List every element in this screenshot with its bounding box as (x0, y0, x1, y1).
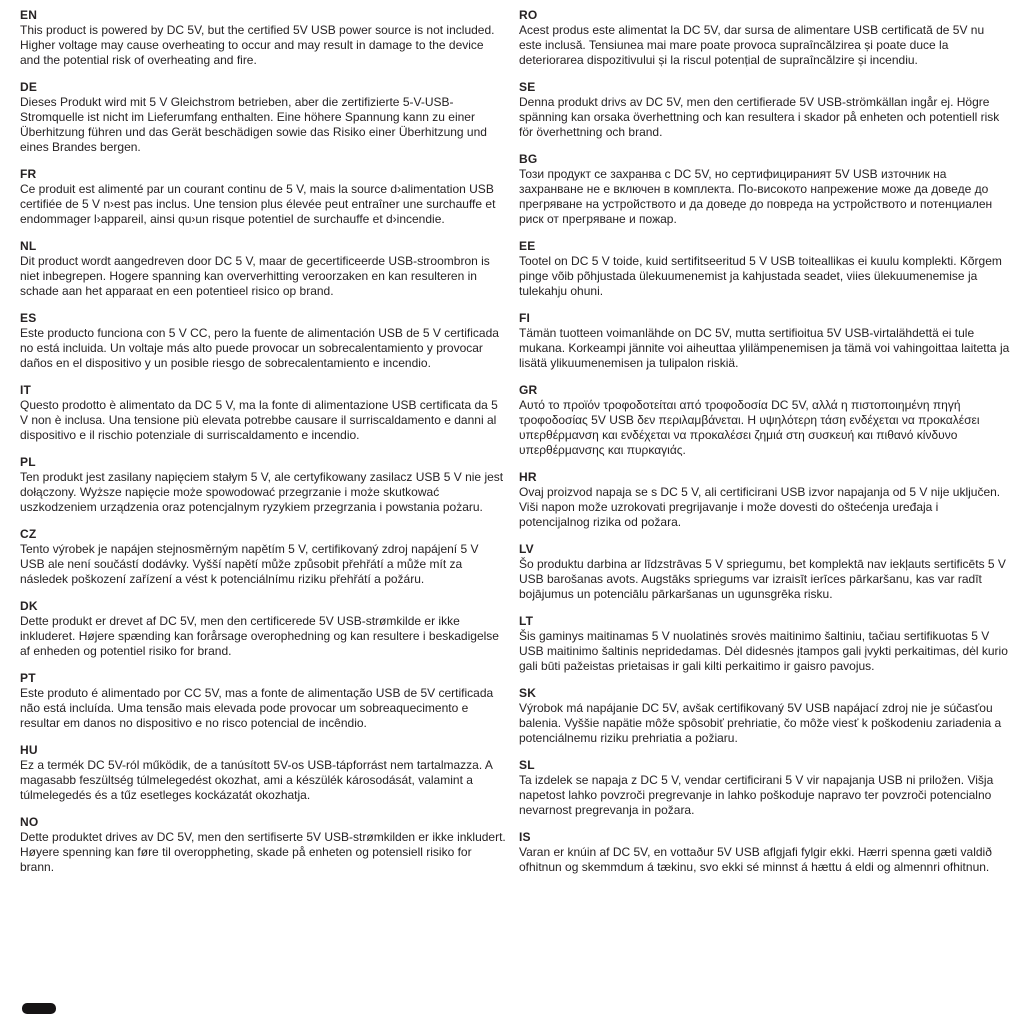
language-section-ee (519, 239, 1010, 299)
language-section-dk (20, 599, 506, 659)
language-code-se: SE (519, 80, 536, 94)
language-section-no (20, 815, 506, 875)
language-text-es: Este producto funciona con 5 V CC, pero la fuente de alimentación USB de 5 V certificada no está incluida. Un voltaje más alto puede provocar un sobrecalentamiento y provocar daños en el dispositivo y un posible riesgo de sobrecalentamiento e incendio. (20, 326, 499, 370)
language-section-is (519, 830, 1010, 875)
language-code-fr: FR (20, 167, 37, 181)
language-code-fi: FI (519, 311, 531, 325)
language-section-pt (20, 671, 506, 731)
language-text-sl: Ta izdelek se napaja z DC 5 V, vendar certificirani 5 V vir napajanja USB ni priložen. Višja napetost lahko povzroči pregrevanje in lahko poškoduje napravo ter povzroči potencialno nevarnost pregrevanja in požara. (519, 773, 994, 817)
cutoff-print-artifact (22, 1003, 56, 1014)
language-code-ro: RO (519, 8, 538, 22)
language-text-lt: Šis gaminys maitinamas 5 V nuolatinės srovės maitinimo šaltiniu, tačiau sertifikuotas 5 V USB maitinimo šaltinis nepridedamas. Dėl didesnės įtampos gali įvykti perkaitimas, dėl kurio gali būti pažeistas prietaisas ir gali kilti perkaitimo ir gaisro pavojus. (519, 629, 1008, 673)
language-text-ee: Tootel on DC 5 V toide, kuid sertifitseeritud 5 V USB toiteallikas ei kuulu komplekti. Kõrgem pinge võib põhjustada ülekuumenemist ja kahjustada seadet, viies ülekuumenemise ja tulekahju ohuni. (519, 254, 1002, 298)
language-code-de: DE (20, 80, 38, 94)
language-text-nl: Dit product wordt aangedreven door DC 5 V, maar de gecertificeerde USB-stroombron is niet inbegrepen. Hogere spanning kan oververhitting veroorzaken en kan resulteren in schade aan het apparaat en een potentieel risico op brand. (20, 254, 490, 298)
language-section-it (20, 383, 506, 443)
language-section-pl (20, 455, 506, 515)
language-section-gr (519, 383, 1010, 458)
language-section-cz (20, 527, 506, 587)
language-text-is: Varan er knúin af DC 5V, en vottaður 5V USB aflgjafi fylgir ekki. Hærri spenna gæti valdið ofhitnun og skemmdum á tækinu, svo ekki sé minnst á hættu á eldi og almennri ofhitnun. (519, 845, 992, 874)
language-section-ro (519, 8, 1010, 68)
language-text-cz: Tento výrobek je napájen stejnosměrným napětím 5 V, certifikovaný zdroj napájení 5 V USB ale není součástí dodávky. Vyšší napětí může způsobit přehřátí a může mít za následek poškození zařízení a vést k potenciálnímu riziku přehřátí a požáru. (20, 542, 479, 586)
language-text-dk: Dette produkt er drevet af DC 5V, men den certificerede 5V USB-strømkilde er ikke inkluderet. Højere spænding kan forårsage overophedning og kan resultere i beskadigelse af enheden og potentiel risiko for brand. (20, 614, 499, 658)
language-text-se: Denna produkt drivs av DC 5V, men den certifierade 5V USB-strömkällan ingår ej. Högre spänning kan orsaka överhettning och kan resultera i skador på enheten och potentiell risk för överhettning och brand. (519, 95, 1000, 139)
language-code-bg: BG (519, 152, 538, 166)
language-section-fr (20, 167, 506, 227)
language-code-lv: LV (519, 542, 534, 556)
language-code-sl: SL (519, 758, 535, 772)
language-text-de: Dieses Produkt wird mit 5 V Gleichstrom betrieben, aber die zertifizierte 5-V-USB-Stromquelle ist nicht im Lieferumfang enthalten. Eine höhere Spannung kann zu einer Überhitzung führen und das Gerät beschädigen sowie das Risiko einer Überhitzung und eines Brandes bergen. (20, 95, 487, 154)
language-text-lv: Šo produktu darbina ar līdzstrāvas 5 V spriegumu, bet komplektā nav iekļauts sertificēts 5 V USB barošanas avots. Augstāks spriegums var izraisīt ierīces pārkaršanu, kas var radīt bojājumus un potenciālu pārkaršanas un ugunsgrēka risku. (519, 557, 1006, 601)
language-section-sk (519, 686, 1010, 746)
language-code-nl: NL (20, 239, 37, 253)
left-column (20, 8, 506, 887)
language-code-pt: PT (20, 671, 36, 685)
language-code-it: IT (20, 383, 32, 397)
language-code-no: NO (20, 815, 39, 829)
language-text-fr: Ce produit est alimenté par un courant continu de 5 V, mais la source d›alimentation USB certifiée de 5 V n›est pas inclus. Une tension plus élevée peut entraîner une surchauffe et endommager l›appareil, ainsi qu›un risque potentiel de surchauffe et d›incendie. (20, 182, 496, 226)
language-code-hu: HU (20, 743, 38, 757)
language-text-it: Questo prodotto è alimentato da DC 5 V, ma la fonte di alimentazione USB certificata da 5 V non è inclusa. Una tensione più elevata potrebbe causare il surriscaldamento e danni al dispositivo e il rischio potenziale di surriscaldamento e incendio. (20, 398, 498, 442)
language-text-gr: Αυτό το προϊόν τροφοδοτείται από τροφοδοσία DC 5V, αλλά η πιστοποιημένη πηγή τροφοδοσίας 5V USB δεν περιλαμβάνεται. Η υψηλότερη τάση ενδέχεται να προκαλέσει υπερθέρμανση και ενδέχεται να προκαλέσει ζημιά στη συσκευή και πιθανό κίνδυνο υπερθέρμανσης και πυρκαγιάς. (519, 398, 980, 457)
language-text-no: Dette produktet drives av DC 5V, men den sertifiserte 5V USB-strømkilden er ikke inkludert. Høyere spenning kan føre til overoppheting, skade på enheten og potensiell risiko for brann. (20, 830, 506, 874)
language-section-bg (519, 152, 1010, 227)
language-code-dk: DK (20, 599, 38, 613)
language-text-bg: Този продукт се захранва с DC 5V, но сертифицираният 5V USB източник на захранване не е включен в комплекта. По-високото напрежение може да доведе до прегряване на устройството и да доведе до повреда на устройството и потенциален риск от прегряване и пожар. (519, 167, 993, 226)
language-section-hu (20, 743, 506, 803)
language-section-hr (519, 470, 1010, 530)
language-text-fi: Tämän tuotteen voimanlähde on DC 5V, mutta sertifioitua 5V USB-virtalähdettä ei tule mukana. Korkeampi jännite voi aiheuttaa ylilämpenemisen ja tämä voi vahingoittaa laitetta ja lisätä ylikuumenemisen ja tulipalon riskiä. (519, 326, 1010, 370)
language-section-lt (519, 614, 1010, 674)
right-column (519, 8, 1010, 887)
language-text-en: This product is powered by DC 5V, but the certified 5V USB power source is not included. Higher voltage may cause overheating to occur and may result in damage to the device and the potential risk of overheating and fire. (20, 23, 495, 67)
language-section-nl (20, 239, 506, 299)
language-section-en (20, 8, 506, 68)
language-code-cz: CZ (20, 527, 37, 541)
language-text-hu: Ez a termék DC 5V-ról működik, de a tanúsított 5V-os USB-tápforrást nem tartalmazza. A magasabb feszültség túlmelegedést okozhat, ami a készülék károsodását, valamint a túlmelegedés és a tűz esetleges kockázatát okozhatja. (20, 758, 493, 802)
language-text-pl: Ten produkt jest zasilany napięciem stałym 5 V, ale certyfikowany zasilacz USB 5 V nie jest dołączony. Wyższe napięcie może spowodować przegrzanie i może skutkować uszkodzeniem urządzenia oraz potencjalnym ryzykiem przegrzania i powstania pożaru. (20, 470, 504, 514)
language-code-gr: GR (519, 383, 538, 397)
language-section-se (519, 80, 1010, 140)
language-section-es (20, 311, 506, 371)
language-code-lt: LT (519, 614, 534, 628)
language-code-pl: PL (20, 455, 36, 469)
language-section-sl (519, 758, 1010, 818)
language-text-ro: Acest produs este alimentat la DC 5V, dar sursa de alimentare USB certificată de 5V nu este inclusă. Tensiunea mai mare poate provoca supraîncălzirea și poate duce la deteriorarea dispozitivului și la riscul potențial de supraîncălzire și incendiu. (519, 23, 985, 67)
language-code-hr: HR (519, 470, 537, 484)
language-section-lv (519, 542, 1010, 602)
language-code-is: IS (519, 830, 531, 844)
language-text-pt: Este produto é alimentado por CC 5V, mas a fonte de alimentação USB de 5V certificada não está incluída. Uma tensão mais elevada pode provocar um sobreaquecimento e resultar em danos no dispositivo e no risco potencial de incêndio. (20, 686, 494, 730)
language-code-ee: EE (519, 239, 536, 253)
language-code-sk: SK (519, 686, 537, 700)
language-code-en: EN (20, 8, 38, 22)
language-text-sk: Výrobok má napájanie DC 5V, avšak certifikovaný 5V USB napájací zdroj nie je súčasťou balenia. Vyššie napätie môže spôsobiť prehriatie, čo môže viesť k poškodeniu zariadenia a potenciálnemu riziku prehriatia a požiaru. (519, 701, 1002, 745)
language-section-fi (519, 311, 1010, 371)
language-text-hr: Ovaj proizvod napaja se s DC 5 V, ali certificirani USB izvor napajanja od 5 V nije uključen. Viši napon može uzrokovati pregrijavanje i može dovesti do oštećenja uređaja i potencijalnog rizika od požara. (519, 485, 1001, 529)
language-code-es: ES (20, 311, 37, 325)
language-section-de (20, 80, 506, 155)
